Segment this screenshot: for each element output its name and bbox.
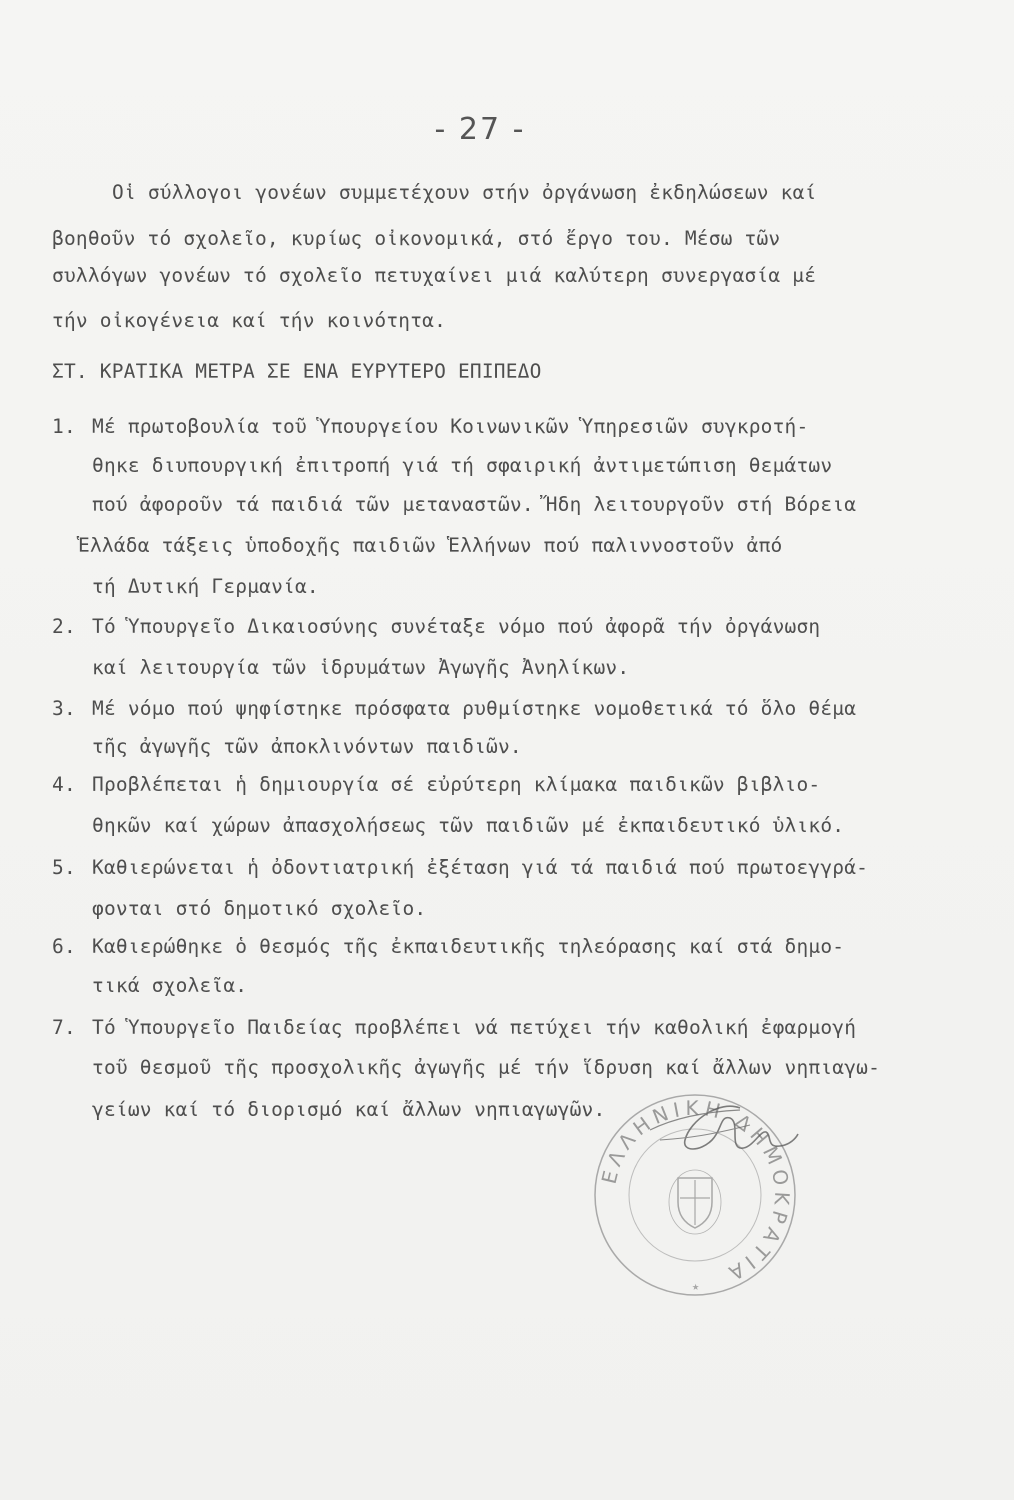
list-item-line: τή Δυτική Γερμανία. <box>92 575 319 598</box>
list-item-number: 4. <box>52 773 76 796</box>
list-item-line: καί λειτουργία τῶν ἱδρυμάτων Ἀγωγῆς Ἀνηλίκων. <box>92 656 630 679</box>
star-icon: ★ <box>692 1279 700 1293</box>
list-item-line: Καθιερώθηκε ὁ θεσμός τῆς ἐκπαιδευτικῆς τηλεόρασης καί στά δημο- <box>92 935 845 958</box>
list-item-line: τικά σχολεῖα. <box>92 974 248 997</box>
list-item-line: Προβλέπεται ἡ δημιουργία σέ εὐρύτερη κλίμακα παιδικῶν βιβλιο- <box>92 773 821 796</box>
intro-line: συλλόγων γονέων τό σχολεῖο πετυχαίνει μιά καλύτερη συνεργασία μέ <box>52 264 817 287</box>
list-item-number: 3. <box>52 697 76 720</box>
list-item-line: τοῦ θεσμοῦ τῆς προσχολικῆς ἀγωγῆς μέ τήν ἵδρυση καί ἄλλων νηπιαγω- <box>92 1056 881 1079</box>
list-item-number: 5. <box>52 856 76 879</box>
section-heading: ΣΤ. ΚΡΑΤΙΚΑ ΜΕΤΡΑ ΣΕ ΕΝΑ ΕΥΡΥΤΕΡΟ ΕΠΙΠΕΔΟ <box>52 360 542 383</box>
list-item-line: φονται στό δημοτικό σχολεῖο. <box>92 897 427 920</box>
list-item-number: 6. <box>52 935 76 958</box>
list-item-line: τῆς ἀγωγῆς τῶν ἀποκλινόντων παιδιῶν. <box>92 735 522 758</box>
list-item-number: 7. <box>52 1016 76 1039</box>
coat-of-arms-icon <box>669 1170 721 1234</box>
list-item-line: Τό Ὑπουργεῖο Δικαιοσύνης συνέταξε νόμο πού ἀφορᾶ τήν ὀργάνωση <box>92 615 821 638</box>
list-item-number: 2. <box>52 615 76 638</box>
intro-line: βοηθοῦν τό σχολεῖο, κυρίως οἰκονομικά, στό ἔργο του. Μέσω τῶν <box>52 227 781 250</box>
list-item-line: θηκε διυπουργική ἐπιτροπή γιά τή σφαιρική ἀντιμετώπιση θεμάτων <box>92 454 833 477</box>
intro-line: Οἱ σύλλογοι γονέων συμμετέχουν στήν ὀργάνωση ἐκδηλώσεων καί <box>112 181 817 204</box>
list-item-line: Μέ πρωτοβουλία τοῦ Ὑπουργείου Κοινωνικῶν Ὑπηρεσιῶν συγκροτή- <box>92 415 809 438</box>
list-item-line: γείων καί τό διορισμό καί ἄλλων νηπιαγωγῶν. <box>92 1098 606 1121</box>
page-number: - 27 - <box>434 112 526 147</box>
list-item-line: Ἑλλάδα τάξεις ὑποδοχῆς παιδιῶν Ἑλλήνων πού παλιννοστοῦν ἀπό <box>78 534 783 557</box>
list-item-line: θηκῶν καί χώρων ἀπασχολήσεως τῶν παιδιῶν μέ ἐκπαιδευτικό ὑλικό. <box>92 814 845 837</box>
official-stamp <box>590 1090 800 1300</box>
list-item-line: πού ἀφοροῦν τά παιδιά τῶν μεταναστῶν. Ἤδη λειτουργοῦν στή Βόρεια <box>92 493 857 516</box>
list-item-number: 1. <box>52 415 76 438</box>
list-item-line: Μέ νόμο πού ψηφίστηκε πρόσφατα ρυθμίστηκε νομοθετικά τό ὅλο θέμα <box>92 697 857 720</box>
stamp-ring-text: ΕΛΛΗΝΙΚΗ ΔΗΜΟΚΡΑΤΙΑ <box>596 1095 795 1288</box>
intro-line: τήν οἰκογένεια καί τήν κοινότητα. <box>52 309 447 332</box>
list-item-line: Καθιερώνεται ἡ ὀδοντιατρική ἐξέταση γιά τά παιδιά πού πρωτοεγγρά- <box>92 856 869 879</box>
list-item-line: Τό Ὑπουργεῖο Παιδείας προβλέπει νά πετύχει τήν καθολική ἐφαρμογή <box>92 1016 857 1039</box>
